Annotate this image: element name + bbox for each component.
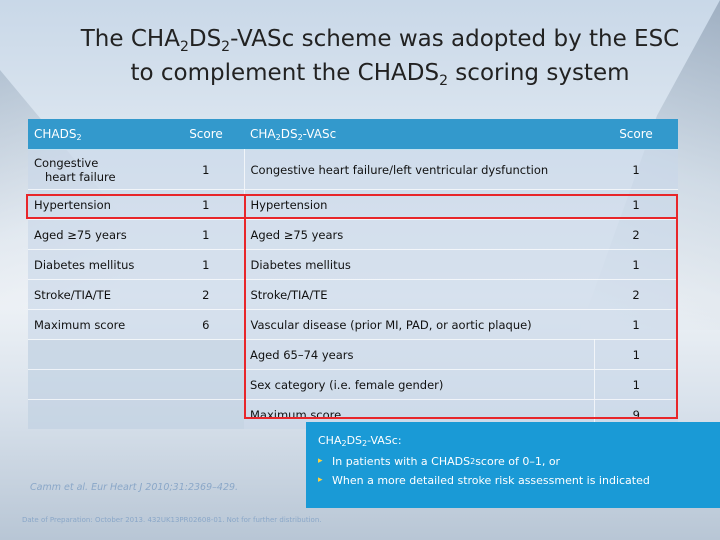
chads2-score: 1: [168, 220, 244, 250]
cha2ds2-vasc-criterion: Congestive heart failure/left ventricular dysfunction: [244, 150, 594, 190]
highlight-cha2ds2-vasc-column: [244, 194, 678, 419]
cha2ds2-vasc-score: 1: [594, 370, 678, 400]
cha2ds2-vasc-criterion: Diabetes mellitus: [244, 250, 594, 280]
cha2ds2-vasc-score: 1: [594, 250, 678, 280]
table-header-row: [28, 119, 678, 150]
chads2-criterion: Congestive heart failure: [28, 150, 168, 190]
chads2-criterion: Hypertension: [28, 190, 168, 220]
header-cha2ds2-vasc: $CHA_2DS_2$-VASc: [244, 119, 594, 150]
chads2-criterion: Aged ≥75 years: [28, 220, 168, 250]
cha2ds2-vasc-score: 2: [594, 280, 678, 310]
chads2-criterion: Maximum score: [28, 310, 168, 340]
chads2-score: 6: [168, 310, 244, 340]
cha2ds2-vasc-criterion: Aged 65–74 years: [244, 340, 594, 370]
cha2ds2-vasc-score: 1: [594, 340, 678, 370]
cha2ds2-vasc-criterion: Sex category (i.e. female gender): [244, 370, 594, 400]
chads2-criterion: Diabetes mellitus: [28, 250, 168, 280]
empty-cell: [28, 370, 244, 400]
cha2ds2-vasc-score: 2: [594, 220, 678, 250]
footer-note: Date of Preparation: October 2013. 432UK13PR02608-01. Not for further distribution.: [22, 516, 322, 524]
title-line-2: to complement the $CHADS_2$ scoring system: [130, 60, 630, 89]
header-score-cha2ds2-vasc: Score: [594, 119, 678, 150]
chads2-score: 1: [168, 250, 244, 280]
citation: Camm et al. Eur Heart J 2010;31:2369–429.: [30, 482, 239, 493]
chads2-score: 1: [168, 190, 244, 220]
table-row: [28, 150, 678, 190]
arrow-bullet-icon: ▸: [318, 475, 323, 485]
cha2ds2-vasc-score: 1: [594, 190, 678, 220]
empty-cell: [28, 400, 244, 430]
arrow-bullet-icon: ▸: [318, 456, 323, 466]
list-item: ▸ When a more detailed stroke risk assessment is indicated: [318, 471, 708, 490]
callout-heading: $CHA_2DS_2$-VASc:: [318, 434, 402, 448]
cha2ds2-vasc-criterion: Hypertension: [244, 190, 594, 220]
callout-box: [306, 422, 720, 508]
list-item: ▸ In patients with a CHADS 2 score of 0–1, or: [318, 452, 708, 471]
empty-cell: [28, 340, 244, 370]
cha2ds2-vasc-criterion: Vascular disease (prior MI, PAD, or aortic plaque): [244, 310, 594, 340]
header-chads2: $CHADS_2$: [28, 119, 168, 150]
chads2-score: 1: [168, 150, 244, 190]
chads2-score: 2: [168, 280, 244, 310]
cha2ds2-vasc-criterion: Aged ≥75 years: [244, 220, 594, 250]
cha2ds2-vasc-score: 1: [594, 310, 678, 340]
cha2ds2-vasc-score: 9: [594, 400, 678, 430]
chads2-criterion: Stroke/TIA/TE: [28, 280, 168, 310]
cha2ds2-vasc-criterion: Stroke/TIA/TE: [244, 280, 594, 310]
header-score-chads2: Score: [168, 119, 244, 150]
slide-title: [60, 22, 700, 90]
cha2ds2-vasc-score: 1: [594, 150, 678, 190]
title-line-1: The $CHA_2DS_2$-VASc scheme was adopted by the ESC: [80, 26, 680, 55]
cha2ds2-vasc-criterion: Maximum score: [244, 400, 594, 430]
callout-list: [318, 452, 708, 490]
